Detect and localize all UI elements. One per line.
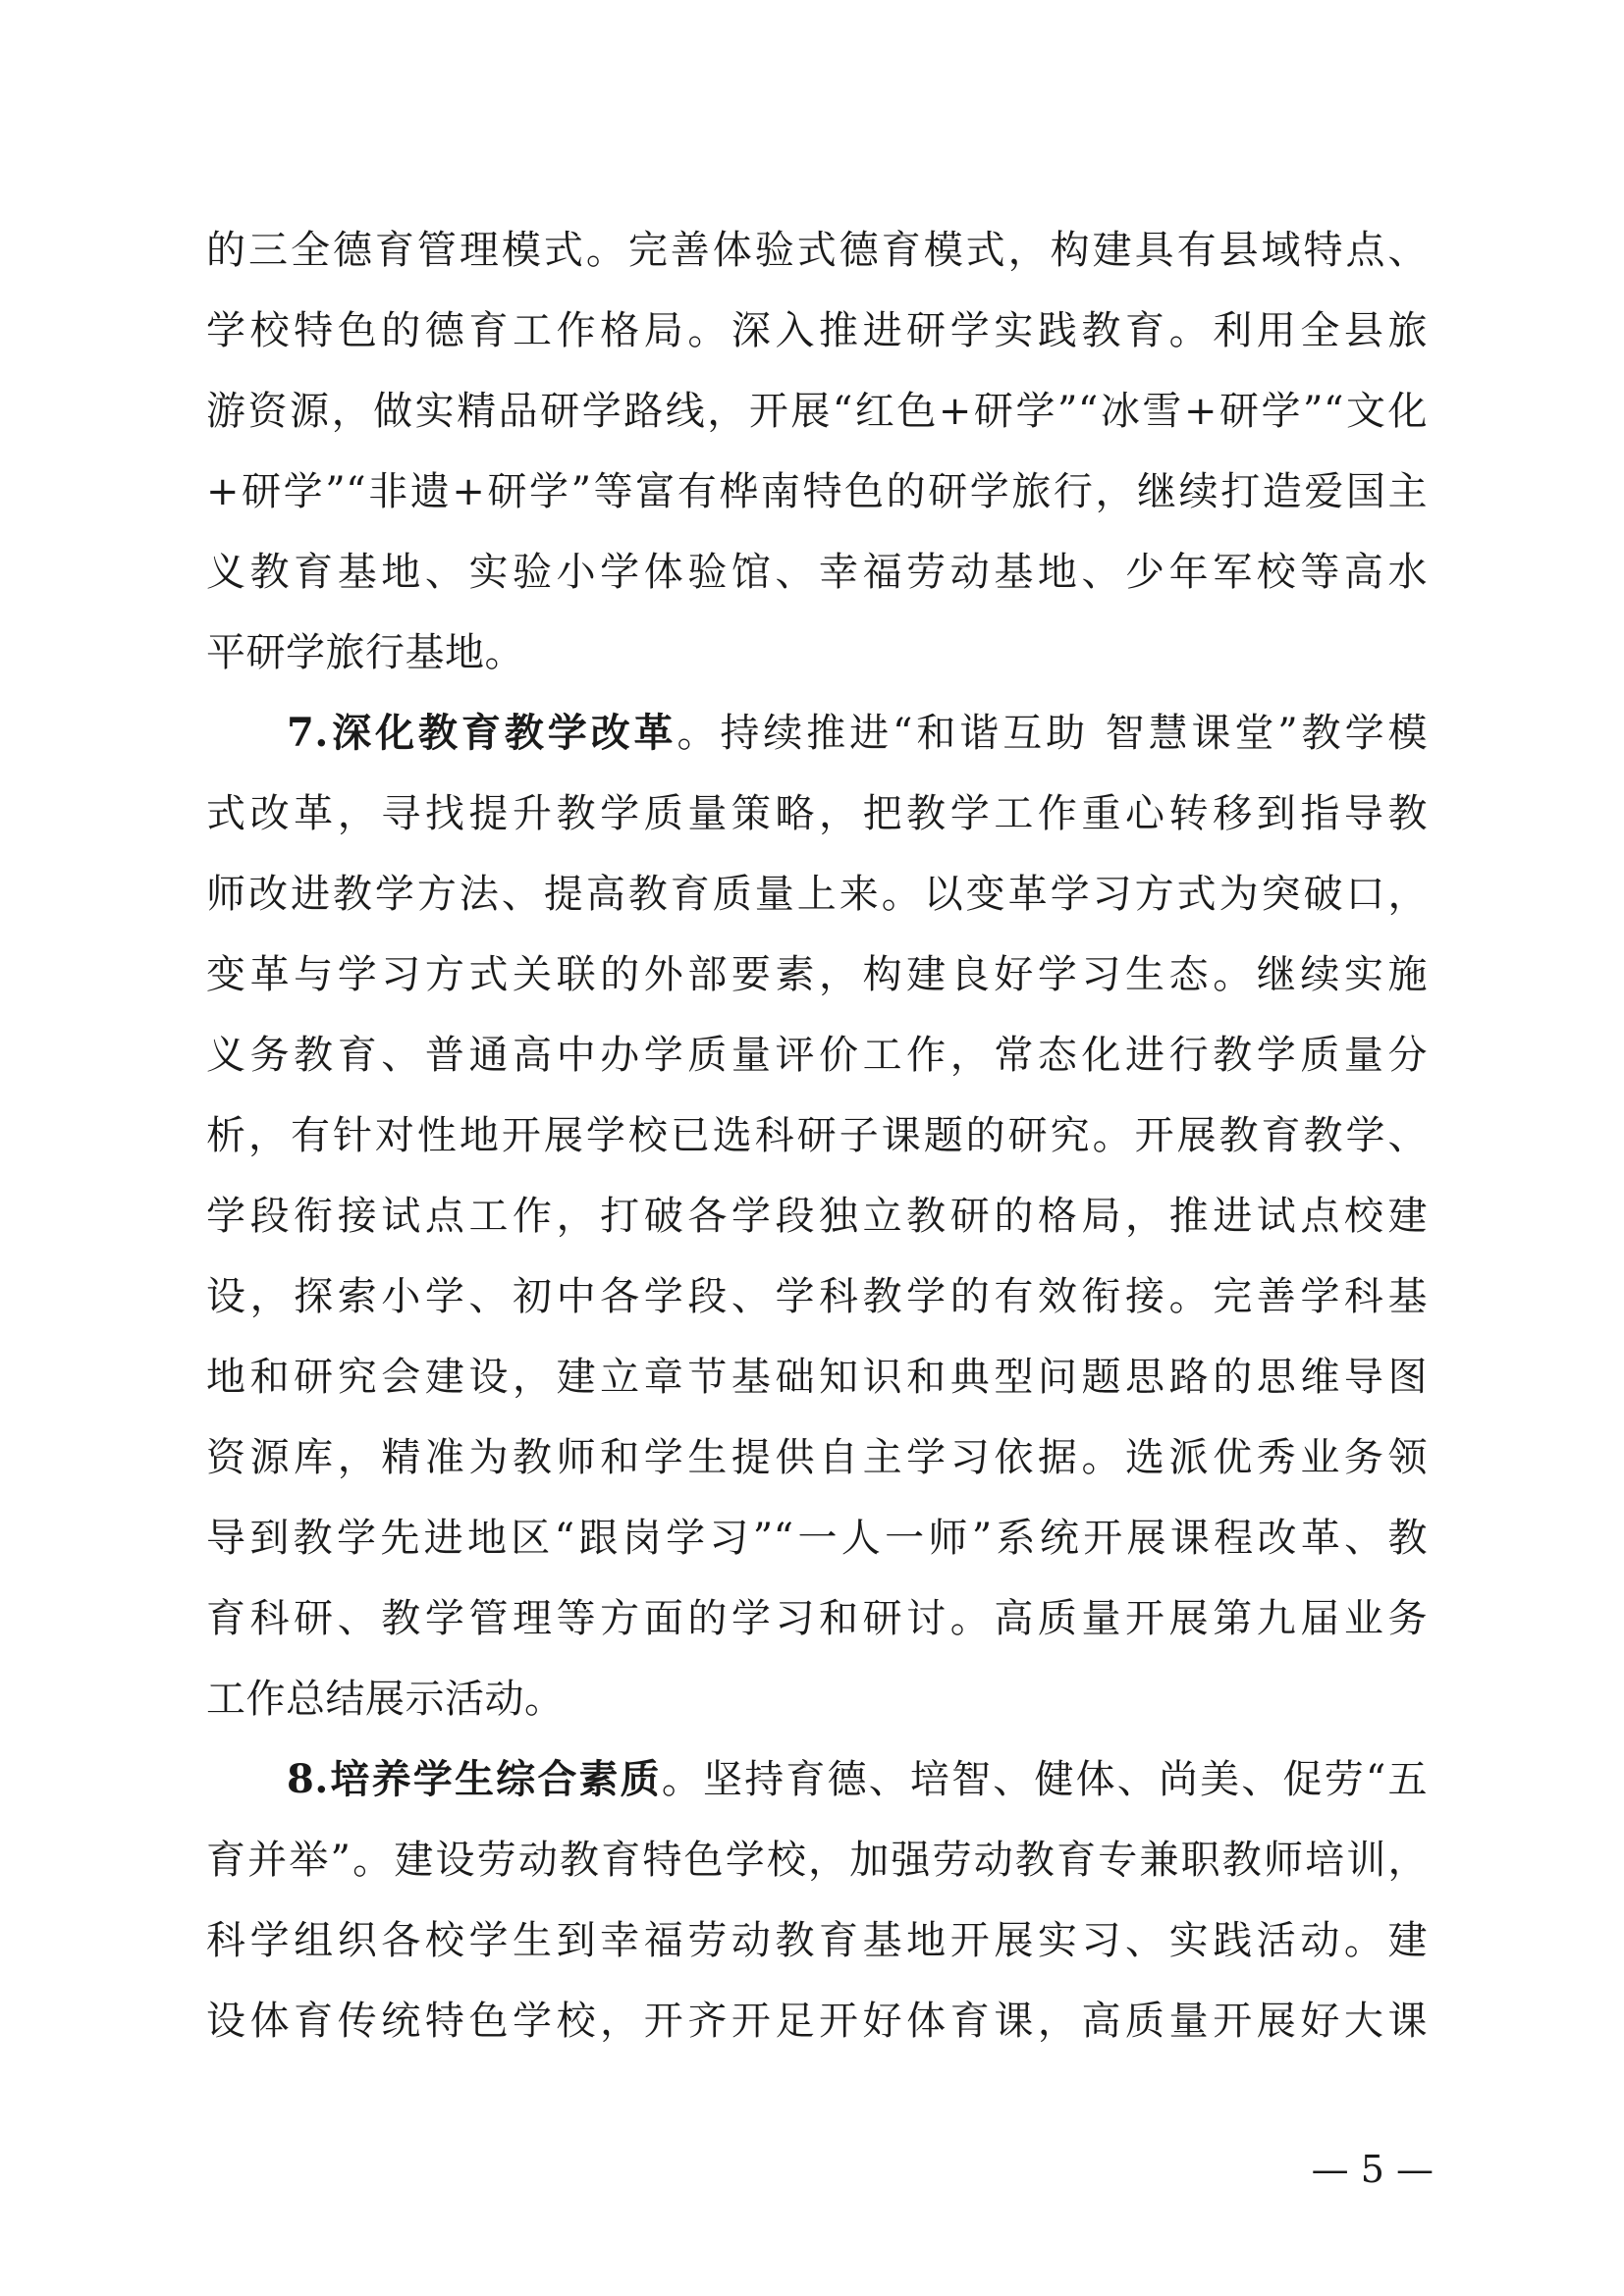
section-8-paragraph: [206, 1739, 1428, 2061]
text-line: +研学”“非遗+研学”等富有桦南特色的研学旅行，继续打造爱国主: [206, 469, 1428, 514]
section-7-paragraph: [206, 693, 1428, 1739]
text-line: 义教育基地、实验小学体验馆、幸福劳动基地、少年军校等高水: [206, 550, 1428, 595]
text-line: 资源库，精准为教师和学生提供自主学习依据。选派优秀业务领: [206, 1435, 1428, 1480]
text-line: 变革与学习方式关联的外部要素，构建良好学习生态。继续实施: [206, 952, 1428, 997]
text-line: 式改革，寻找提升教学质量策略，把教学工作重心转移到指导教: [206, 791, 1428, 836]
text-line: 析，有针对性地开展学校已选科研子课题的研究。开展教育教学、: [206, 1113, 1428, 1158]
text-line: 育并举”。建设劳动教育特色学校，加强劳动教育专兼职教师培训，: [206, 1838, 1428, 1883]
text-line: 师改进教学方法、提高教育质量上来。以变革学习方式为突破口，: [206, 872, 1428, 917]
document-body: [206, 210, 1428, 2061]
text-line: 的三全德育管理模式。完善体验式德育模式，构建具有县域特点、: [206, 228, 1428, 273]
page-number: — 5 —: [1311, 2148, 1434, 2191]
text-line: 导到教学先进地区“跟岗学习”“一人一师”系统开展课程改革、教: [206, 1516, 1428, 1561]
text-line: 设体育传统特色学校，开齐开足开好体育课，高质量开展好大课: [206, 1999, 1428, 2044]
paragraph-continuation: [206, 210, 1428, 693]
section-7-heading: 7.深化教育教学改革: [287, 710, 677, 756]
text-line: 育科研、教学管理等方面的学习和研讨。高质量开展第九届业务: [206, 1596, 1428, 1641]
text-line: 学段衔接试点工作，打破各学段独立教研的格局，推进试点校建: [206, 1194, 1428, 1239]
section-8-heading: 8.培养学生综合素质: [287, 1756, 662, 1802]
text-line: 地和研究会建设，建立章节基础知识和典型问题思路的思维导图: [206, 1355, 1428, 1400]
section-first-line: [206, 1739, 1428, 1820]
text-line: 学校特色的德育工作格局。深入推进研学实践教育。利用全县旅: [206, 308, 1428, 353]
text-line: 义务教育、普通高中办学质量评价工作，常态化进行教学质量分: [206, 1033, 1428, 1078]
text-line: 科学组织各校学生到幸福劳动教育基地开展实习、实践活动。建: [206, 1918, 1428, 1963]
text-line: 设，探索小学、初中各学段、学科教学的有效衔接。完善学科基: [206, 1274, 1428, 1319]
text-line: 游资源，做实精品研学路线，开展“红色+研学”“冰雪+研学”“文化: [206, 389, 1428, 434]
section-8-first-line-text: 。坚持育德、培智、健体、尚美、促劳“五: [661, 1757, 1428, 1802]
section-7-first-line-text: 。持续推进“和谐互助 智慧课堂”教学模: [677, 711, 1428, 756]
text-line: 工作总结展示活动。: [206, 1677, 565, 1722]
section-first-line: [206, 693, 1428, 774]
text-line: 平研学旅行基地。: [206, 630, 524, 675]
